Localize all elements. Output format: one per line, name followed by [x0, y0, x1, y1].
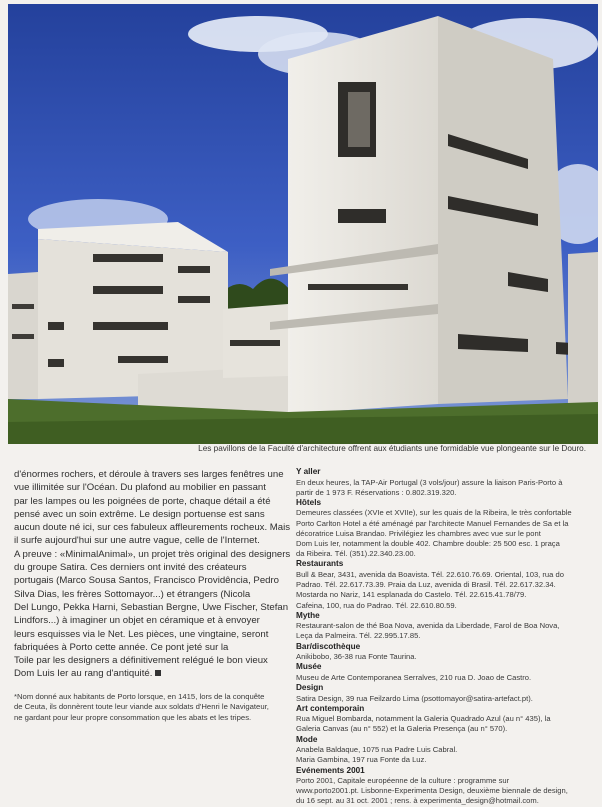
- article-body: [14, 468, 291, 681]
- guide-section-contemporary-art: [296, 704, 592, 735]
- article-line: d'énormes rochers, et déroule à travers ses larges fenêtres une: [14, 469, 284, 480]
- section-line: Mostarda no Nariz, 141 esplanada do Castelo. Tél. 22.615.41.78/79.: [296, 590, 527, 600]
- article-line: Del Lungo, Pekka Harni, Sebastian Bergne, Uwe Fischer, Stefan: [14, 601, 289, 613]
- section-title: Y aller: [296, 467, 321, 476]
- article-line: pensé avec un soin extrême. Le design portuense est sans: [14, 508, 265, 520]
- section-line: Dom Luis Ier, notamment la double 402. Chambre double: 25 500 esc. 1 praça: [296, 539, 560, 549]
- section-title: Design: [296, 683, 324, 693]
- section-line: partir de 1 973 F. Réservations : 0.802.319.320.: [296, 487, 457, 497]
- end-of-article-mark: [155, 670, 161, 676]
- article-line: aucun doute né ici, sur ces fabuleux affleurements rocheux. Mais: [14, 522, 291, 534]
- section-text: [296, 776, 592, 807]
- section-text: [296, 508, 592, 559]
- section-text: [296, 621, 592, 641]
- article-line: Dom Luis Ier au rang d'antiquité.: [14, 668, 153, 680]
- section-line: Bull & Bear, 3431, avenida da Boavista. Tél. 22.610.76.69. Oriental, 103, rua do: [296, 569, 564, 579]
- section-title: Mode: [296, 734, 318, 744]
- section-line: www.porto2001.pt. Lisbonne-Experimenta Design, deuxième biennale de design,: [296, 786, 568, 796]
- section-text: [296, 745, 592, 765]
- section-title: Evénements 2001: [296, 765, 365, 775]
- section-text: [296, 478, 592, 498]
- article-line: il surfe aujourd'hui sur une autre vague, celle de l'Internet.: [14, 535, 260, 547]
- section-line: Anikibobo, 36-38 rua Fonte Taurina.: [296, 652, 417, 662]
- article-line: du groupe Satira. Ces derniers ont invité des créateurs: [14, 562, 247, 574]
- article-line: vue illimitée sur l'Océan. Du plafond au mobilier en passant: [14, 482, 266, 494]
- section-title: Hôtels: [296, 497, 322, 507]
- footnote: [14, 692, 288, 724]
- section-line: Restaurant-salon de thé Boa Nova, avenida da Liberdade, Farol de Boa Nova,: [296, 621, 560, 631]
- guide-section-getting-there: [296, 467, 592, 498]
- article-photo: [8, 4, 598, 444]
- footnote-line: *Nom donné aux habitants de Porto lorsque, en 1415, lors de la conquête: [14, 691, 265, 701]
- guide-section-hotels: [296, 498, 592, 560]
- guide-section-myth: [296, 611, 592, 642]
- article-line: A preuve : «MinimalAnimal», un projet très original des designers: [14, 548, 291, 560]
- section-line: Demeures classées (XVIe et XVIIe), sur les quais de la Ribeira, le très confortable: [296, 508, 572, 518]
- article-line: Toile par les designers a définitivement relégué le bon vieux: [14, 655, 268, 667]
- section-line: Maria Gambina, 197 rua Fonte da Luz.: [296, 755, 427, 765]
- section-text: [296, 714, 592, 734]
- section-title: Restaurants: [296, 559, 344, 569]
- section-text: [296, 570, 592, 611]
- guide-section-events: [296, 766, 592, 807]
- article-line: fabriquées à Porto cette année. Ce pont jeté sur la: [14, 641, 229, 653]
- section-line: Porto Carlton Hotel a été aménagé par l'architecte Manuel Fernandes de Sa et la: [296, 518, 569, 528]
- guide-section-design: [296, 683, 592, 704]
- photo-caption: Les pavillons de la Faculté d'architecture offrent aux étudiants une formidable vue plongeante sur le Douro.: [198, 444, 586, 453]
- section-text: [296, 673, 592, 683]
- section-line: Anabela Baldaque, 1075 rua Padre Luis Cabral.: [296, 745, 458, 755]
- guide-section-bar: [296, 642, 592, 663]
- section-line: Cafeina, 100, rua do Padrao. Tél. 22.610.80.59.: [296, 600, 457, 610]
- section-line: Padrao. Tél. 22.617.73.39. Praia da Luz, avenida di Brasil. Tél. 22.617.32.34.: [296, 580, 556, 590]
- article-column: [14, 468, 291, 724]
- section-title: Musée: [296, 662, 322, 672]
- footnote-line: ne gardant pour leur propre consommation que les abats et les tripes.: [14, 712, 252, 722]
- travel-guide: [296, 467, 592, 807]
- section-title: Bar/discothèque: [296, 641, 361, 651]
- section-line: Leça da Palmeira. Tél. 22.995.17.85.: [296, 631, 421, 641]
- guide-section-fashion: [296, 735, 592, 766]
- guide-section-museum: [296, 662, 592, 683]
- article-line: Silva Dias, les frères Sottomayor...) et étrangers (Nicola: [14, 588, 251, 600]
- section-line: du 16 sept. au 31 oct. 2001 ; rens. à experimenta_design@hotmail.com.: [296, 796, 539, 806]
- section-line: Satira Design, 39 rua Feilzardo Lima (psottomayor@satira-artefact.pt).: [296, 693, 533, 703]
- section-line: da Ribeira. Tél. (351).22.340.23.00.: [296, 549, 416, 559]
- section-line: Rua Miguel Bombarda, notamment la Galeria Quadrado Azul (au n° 435), la: [296, 714, 551, 724]
- section-title: Mythe: [296, 610, 320, 620]
- article-line: par les lampes ou les poignées de porte, chaque détail a été: [14, 495, 271, 507]
- article-line: Lindfors...) à imaginer un objet en céramique et à envoyer: [14, 615, 260, 627]
- article-line: portugais (Marco Sousa Santos, Francisco Providência, Pedro: [14, 575, 280, 587]
- section-line: Galeria Canvas (au n° 552) et la Galeria Presença (au n° 570).: [296, 724, 508, 734]
- section-line: Museu de Arte Contemporanea Serralves, 210 rua D. Joao de Castro.: [296, 672, 532, 682]
- section-text: [296, 694, 592, 704]
- footnote-line: de Ceuta, ils donnèrent toute leur viande aux soldats d'Henri le Navigateur,: [14, 702, 269, 712]
- guide-section-restaurants: [296, 559, 592, 610]
- section-title: Art contemporain: [296, 703, 365, 713]
- section-line: En deux heures, la TAP-Air Portugal (3 vols/jour) assure la liaison Paris-Porto à: [296, 477, 563, 487]
- section-text: [296, 652, 592, 662]
- section-line: décoratrice Luisa Brandao. Privilégiez les chambres avec vue sur le pont: [296, 528, 541, 538]
- article-line: leurs esquisses via le Net. Les pièces, une vingtaine, seront: [14, 628, 269, 640]
- section-line: Porto 2001, Capitale européenne de la culture : programme sur: [296, 776, 510, 786]
- building-photo-illustration: [8, 4, 598, 444]
